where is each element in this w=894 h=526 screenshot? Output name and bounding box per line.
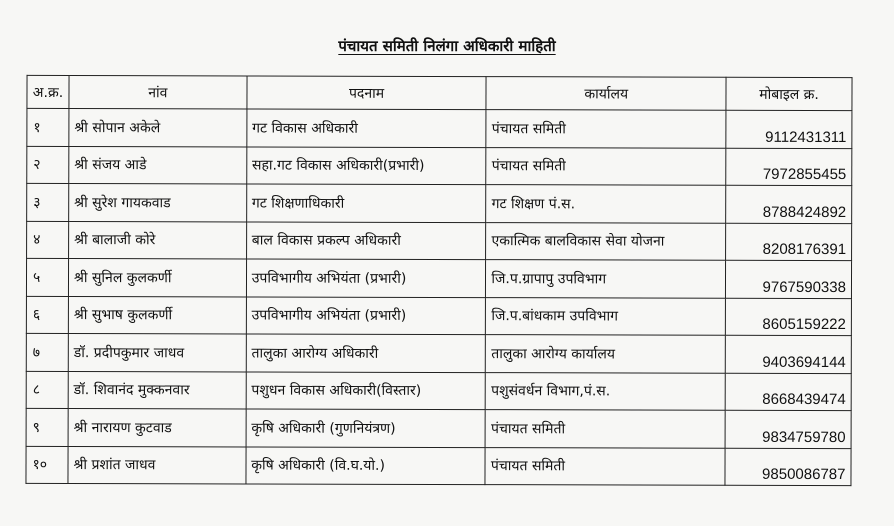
cell-mobile: 8668439474 bbox=[725, 373, 851, 411]
cell-sr: ५ bbox=[26, 258, 68, 296]
table-row bbox=[27, 108, 852, 148]
cell-sr: ८ bbox=[26, 371, 68, 409]
cell-mobile: 9403694144 bbox=[725, 335, 851, 373]
table-row bbox=[26, 258, 851, 298]
header-office: कार्यालय bbox=[486, 77, 726, 111]
page-title: पंचायत समिती निलंगा अधिकारी माहिती bbox=[338, 37, 556, 55]
table-row bbox=[26, 408, 851, 448]
cell-designation: तालुका आरोग्य अधिकारी bbox=[246, 334, 486, 372]
cell-designation: बाल विकास प्रकल्प अधिकारी bbox=[246, 221, 486, 259]
cell-sr: १ bbox=[27, 108, 69, 146]
cell-mobile: 7972855455 bbox=[726, 148, 852, 186]
officers-table bbox=[25, 75, 852, 486]
cell-name: श्री सोपान अकेले bbox=[69, 109, 247, 147]
table-header-row bbox=[27, 75, 852, 110]
cell-mobile: 9112431311 bbox=[726, 110, 852, 148]
cell-sr: ६ bbox=[26, 296, 68, 334]
cell-designation: पशुधन विकास अधिकारी(विस्तार) bbox=[246, 371, 486, 409]
table-row bbox=[27, 183, 852, 223]
cell-name: डॉ. प्रदीपकुमार जाधव bbox=[68, 334, 246, 372]
cell-office: तालुका आरोग्य कार्यालय bbox=[486, 335, 726, 373]
cell-office: एकात्मिक बालविकास सेवा योजना bbox=[486, 222, 726, 260]
cell-sr: ७ bbox=[26, 333, 68, 371]
cell-mobile: 9834759780 bbox=[725, 410, 851, 448]
table-row bbox=[26, 371, 851, 411]
cell-mobile: 9767590338 bbox=[726, 260, 852, 298]
header-name: नांव bbox=[69, 76, 247, 109]
cell-office: पशुसंवर्धन विभाग,पं.स. bbox=[486, 372, 726, 410]
table-row bbox=[26, 296, 851, 336]
cell-name: श्री प्रशांत जाधव bbox=[68, 446, 246, 484]
cell-name: श्री बालाजी कोरे bbox=[69, 221, 247, 259]
cell-name: श्री सुनिल कुलकर्णी bbox=[68, 259, 246, 297]
cell-sr: ४ bbox=[27, 221, 69, 259]
table-row bbox=[26, 333, 851, 373]
cell-designation: सहा.गट विकास अधिकारी(प्रभारी) bbox=[246, 146, 486, 184]
cell-designation: गट विकास अधिकारी bbox=[247, 109, 487, 147]
cell-office: जि.प.बांधकाम उपविभाग bbox=[486, 297, 726, 335]
cell-sr: ९ bbox=[26, 408, 68, 446]
cell-mobile: 8208176391 bbox=[726, 223, 852, 261]
cell-name: श्री सुभाष कुलकर्णी bbox=[68, 296, 246, 334]
cell-designation: कृषि अधिकारी (वि.घ.यो.) bbox=[246, 446, 486, 484]
cell-sr: १० bbox=[26, 446, 68, 484]
table-body bbox=[26, 108, 852, 485]
cell-office: गट शिक्षण पं.स. bbox=[486, 185, 726, 223]
table-row bbox=[27, 221, 852, 261]
cell-mobile: 8605159222 bbox=[725, 298, 851, 336]
cell-sr: ३ bbox=[27, 183, 69, 221]
cell-name: श्री नारायण कुटवाड bbox=[68, 409, 246, 447]
header-sr: अ.क्र. bbox=[27, 75, 69, 108]
table-row bbox=[26, 446, 851, 486]
cell-designation: उपविभागीय अभियंता (प्रभारी) bbox=[246, 296, 486, 334]
cell-name: डॉ. शिवानंद मुक्कनवार bbox=[68, 371, 246, 409]
cell-office: पंचायत समिती bbox=[486, 110, 726, 148]
cell-sr: २ bbox=[27, 146, 69, 184]
cell-office: पंचायत समिती bbox=[485, 447, 725, 485]
header-designation: पदनाम bbox=[247, 76, 487, 110]
cell-office: पंचायत समिती bbox=[486, 147, 726, 185]
cell-designation: उपविभागीय अभियंता (प्रभारी) bbox=[246, 259, 486, 297]
cell-office: पंचायत समिती bbox=[485, 410, 725, 448]
table-row bbox=[27, 146, 852, 186]
cell-mobile: 8788424892 bbox=[726, 185, 852, 223]
cell-name: श्री सुरेश गायकवाड bbox=[69, 184, 247, 222]
cell-designation: कृषि अधिकारी (गुणनियंत्रण) bbox=[246, 409, 486, 447]
cell-office: जि.प.ग्रापापु उपविभाग bbox=[486, 260, 726, 298]
header-mobile: मोबाइल क्र. bbox=[726, 77, 852, 110]
cell-designation: गट शिक्षणाधिकारी bbox=[246, 184, 486, 222]
cell-mobile: 9850086787 bbox=[725, 448, 851, 486]
cell-name: श्री संजय आडे bbox=[69, 146, 247, 184]
